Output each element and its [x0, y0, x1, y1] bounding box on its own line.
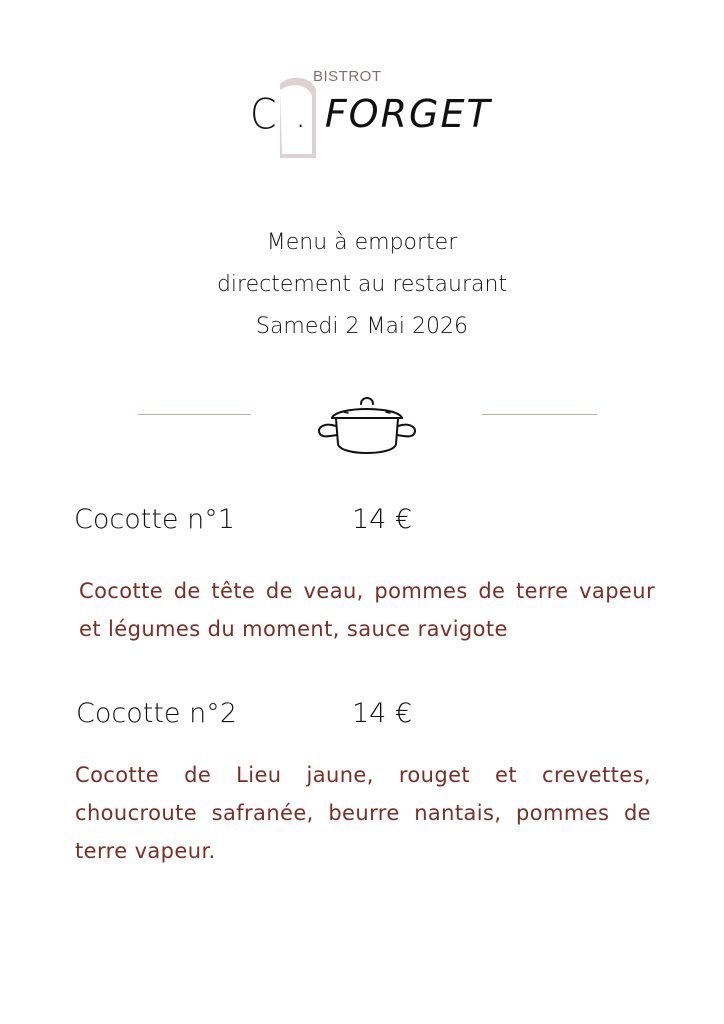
dish-1-description: Cocotte de tête de veau, pommes de terre vapeur et légumes du moment, sauce ravigote	[79, 579, 655, 641]
dish-2-name: Cocotte n°2	[76, 698, 237, 729]
logo-subtitle: BISTROT	[313, 68, 382, 85]
divider-left	[138, 414, 251, 415]
logo-dot: .	[294, 92, 310, 136]
intro-line-1: Menu à emporter	[266, 230, 458, 255]
bistrot-logo	[250, 68, 490, 168]
dish-1-price: 14 €	[352, 504, 413, 535]
logo-brand	[250, 89, 492, 139]
intro-block	[0, 222, 724, 348]
cocotte-pot-icon	[314, 392, 420, 460]
intro-line-3: Samedi 2 Mai 2026	[255, 314, 469, 339]
logo-name: FORGET	[324, 92, 492, 136]
divider-right	[482, 414, 597, 415]
dish-2-description: Cocotte de Lieu jaune, rouget et crevettes, choucroute safranée, beurre nantais, pommes de terre vapeur.	[75, 763, 651, 863]
logo-initial: C	[250, 89, 280, 139]
dish-1-name: Cocotte n°1	[74, 504, 235, 535]
intro-line-2: directement au restaurant	[216, 272, 508, 297]
dish-2-price: 14 €	[352, 698, 413, 729]
